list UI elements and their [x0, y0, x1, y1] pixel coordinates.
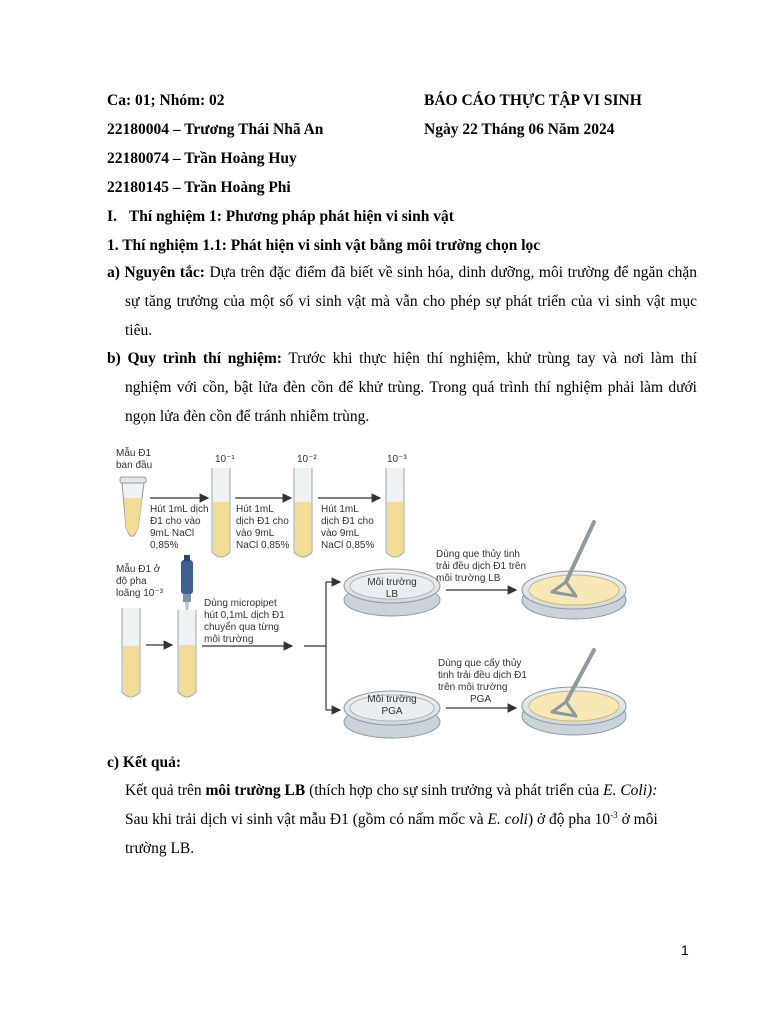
step-b-line-2: dịch Đ1 cho — [236, 516, 289, 527]
step-a-line-2: Đ1 cho vào — [150, 516, 201, 527]
test-tube-2-icon — [294, 468, 312, 557]
results-text-4: ) ở độ pha 10 — [527, 811, 611, 828]
sample-label-2: ban đầu — [116, 460, 153, 471]
member-3: 22180145 – Trần Hoàng Phi — [107, 179, 291, 196]
group-label: Ca: 01; Nhóm: 02 — [107, 92, 225, 109]
sample-label-1: Mẫu Đ1 — [116, 448, 152, 459]
subsection-heading: 1. Thí nghiệm 1.1: Phát hiện vi sinh vật bằng môi trường chọn lọc — [107, 237, 541, 254]
results-text-1: Kết quả trên — [125, 782, 206, 799]
step-b-line-3: vào 9mL — [236, 528, 275, 539]
results-paragraph — [125, 776, 697, 863]
pga-dish-line-1: Môi trường — [367, 694, 417, 705]
dilution-3-label: 10⁻³ — [387, 454, 407, 465]
spread-lb-line-2: trải đều dịch Đ1 trên — [436, 561, 527, 572]
spread-lb-line-3: môi trường LB — [436, 573, 501, 584]
micropipette-icon — [181, 555, 193, 616]
step-c-line-4: NaCl 0,85% — [321, 540, 375, 551]
sample2-line-1: Mẫu Đ1 ở — [116, 564, 161, 575]
report-title: BÁO CÁO THỰC TẬP VI SINH — [424, 92, 642, 109]
results-bold-lb: môi trường LB — [205, 782, 306, 799]
sample2-line-3: loãng 10⁻³ — [116, 588, 163, 599]
spread-pga-line-4: PGA — [470, 694, 492, 705]
micropipette-line-4: môi trường — [204, 634, 254, 645]
lb-dish-line-2: LB — [385, 589, 399, 600]
spread-pga-line-1: Dùng que cấy thủy — [438, 658, 522, 669]
results-line-2 — [125, 805, 697, 834]
step-c-line-1: Hút 1mL — [321, 504, 359, 515]
test-tube-5-icon — [178, 610, 196, 697]
test-tube-1-icon — [212, 468, 230, 557]
test-tube-4-icon — [122, 608, 140, 697]
member-2: 22180074 – Trần Hoàng Huy — [107, 150, 297, 167]
step-b-line-1: Hút 1mL — [236, 504, 274, 515]
step-b-line-4: NaCl 0,85% — [236, 540, 290, 551]
results-ecoli-2: E. coli — [487, 811, 528, 828]
procedure-text: Trước khi thực hiện thí nghiệm, khử trùng tay và nơi làm thí nghiệm với cồn, bật lửa đèn cồn để khử trùng. Trong quá trình thí nghiệm phải làm dưới ngọn lửa đèn cồn để tránh nhiễm trùng. — [125, 350, 697, 425]
spread-pga-line-3: trên môi trường — [438, 682, 508, 693]
section-title: Thí nghiệm 1: Phương pháp phát hiện vi sinh vật — [128, 208, 454, 225]
sample2-line-2: độ pha — [116, 576, 147, 587]
step-a-line-4: 0,85% — [150, 540, 179, 551]
micropipette-line-1: Dùng micropipet — [204, 598, 277, 609]
principle-paragraph — [107, 258, 697, 345]
spread-lb-line-1: Dùng que thủy tinh — [436, 549, 520, 560]
results-line-1 — [125, 776, 697, 805]
results-text-2: (thích hợp cho sự sinh trưởng và phát triển của — [305, 782, 604, 799]
member-1: 22180004 – Trương Thái Nhã An — [107, 121, 324, 138]
procedure-label: b) Quy trình thí nghiệm: — [107, 350, 282, 367]
step-c-line-2: dịch Đ1 cho — [321, 516, 374, 527]
results-line-3: trường LB. — [125, 840, 195, 857]
spread-pga-line-2: tinh trải đều dịch Đ1 — [438, 670, 527, 681]
dilution-2-label: 10⁻² — [297, 454, 317, 465]
page-number: 1 — [681, 942, 689, 958]
lb-dish-line-1: Môi trường — [367, 577, 417, 588]
procedure-paragraph — [107, 344, 697, 431]
results-text-5: ở môi — [617, 811, 658, 828]
principle-label: a) Nguyên tắc: — [107, 264, 205, 281]
dilution-1-label: 10⁻¹ — [215, 454, 235, 465]
test-tube-3-icon — [386, 468, 404, 557]
principle-text: Dựa trên đặc điểm đã biết về sinh hóa, dinh dưỡng, môi trường để ngăn chặn sự tăng trưởng của một số vi sinh vật mà vẫn cho phép sự phát triển của vi sinh vật mục tiêu. — [125, 264, 697, 339]
report-date: Ngày 22 Tháng 06 Năm 2024 — [424, 121, 615, 138]
results-exponent: -3 — [610, 809, 618, 820]
results-text-3: Sau khi trải dịch vi sinh vật mẫu Đ1 (gồm có nấm mốc và — [125, 811, 488, 828]
section-number: I. — [107, 208, 117, 225]
section-heading — [107, 207, 454, 227]
results-label: c) Kết quả: — [107, 754, 182, 771]
micropipette-line-3: chuyển qua từng — [204, 622, 280, 633]
step-a-line-1: Hút 1mL dịch — [150, 504, 209, 515]
results-ecoli-1: E. Coli): — [603, 782, 658, 799]
step-a-line-3: 9mL NaCl — [150, 528, 195, 539]
procedure-figure — [108, 440, 698, 745]
pga-dish-line-2: PGA — [381, 706, 403, 717]
step-c-line-3: vào 9mL — [321, 528, 360, 539]
micropipette-line-2: hút 0,1mL dịch Đ1 — [204, 610, 285, 621]
eppendorf-tube-icon — [120, 477, 146, 536]
